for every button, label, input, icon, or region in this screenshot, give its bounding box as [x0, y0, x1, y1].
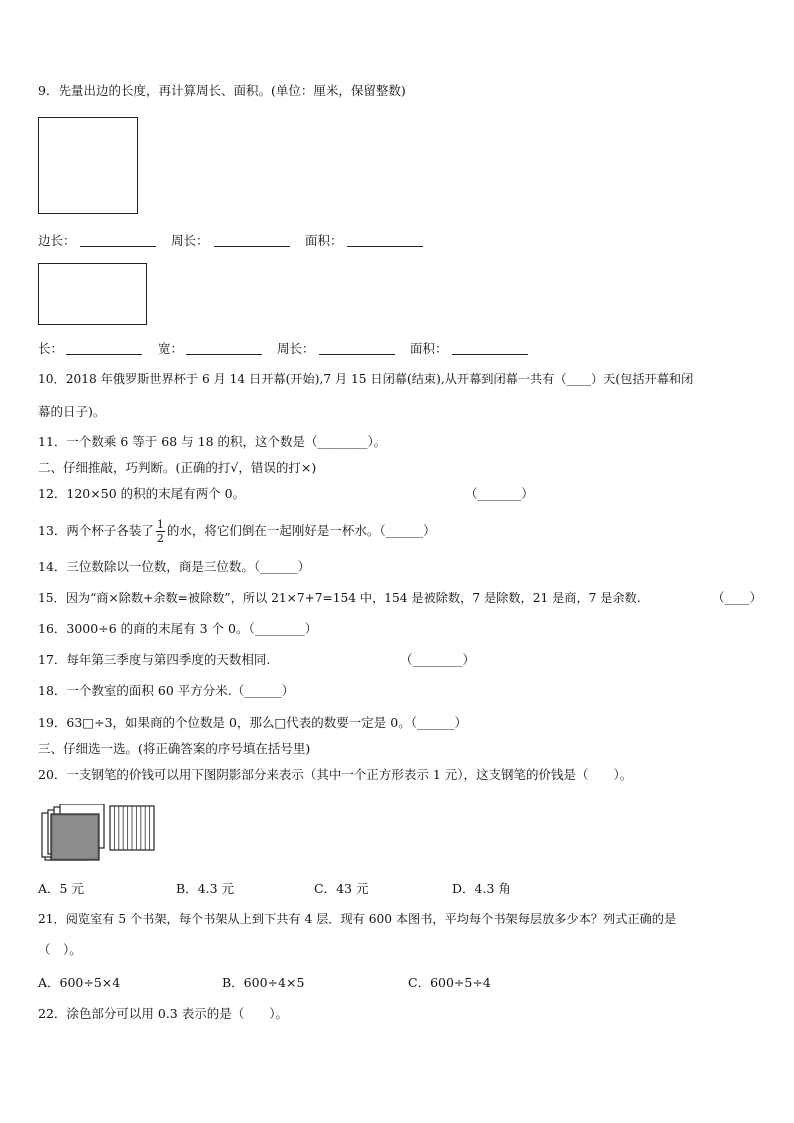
q13-line [38, 514, 436, 548]
q13-before: 13．两个杯子各装了 [38, 523, 154, 538]
shaded-squares-figure [40, 804, 162, 864]
q20-text: 20．一支钢笔的价钱可以用下图阴影部分来表示（其中一个正方形表示 1 元），这支钢笔的价钱是（ ）。 [38, 767, 633, 782]
q9-text: 9．先量出边的长度，再计算周长、面积。(单位：厘米，保留整数) [38, 83, 406, 98]
q10-line2: 幕的日子)。 [38, 404, 106, 419]
fraction-denominator: 2 [156, 532, 164, 545]
q15-answer-blank[interactable]: （____） [712, 590, 763, 605]
q9-width-label: 宽： [158, 341, 184, 356]
q9-perimeter-label: 周长： [171, 233, 209, 248]
q10-line1: 10．2018 年俄罗斯世界杯于 6 月 14 日开幕(开始),7 月 15 日闭幕(结束),从开幕到闭幕一共有（____）天(包括开幕和闭 [38, 372, 694, 386]
q9-width-blank[interactable] [186, 340, 262, 355]
q17-answer-blank[interactable]: （________） [400, 652, 476, 667]
q9-length-blank[interactable] [66, 340, 142, 355]
q14-text: 14．三位数除以一位数，商是三位数。（______） [38, 559, 311, 574]
q21-option-b[interactable]: B．600÷4×5 [222, 975, 305, 990]
q9-rect-area-label: 面积： [410, 341, 448, 356]
q9-perimeter-blank[interactable] [214, 232, 290, 247]
fraction-one-half [156, 518, 165, 545]
q11-text: 11．一个数乘 6 等于 68 与 18 的积，这个数是（________）。 [38, 434, 387, 449]
q9-area-label: 面积： [305, 233, 343, 248]
q20-option-d[interactable]: D．4.3 角 [452, 881, 511, 896]
q21-option-a[interactable]: A．600÷5×4 [38, 975, 121, 990]
q17-text: 17．每年第三季度与第四季度的天数相同. [38, 652, 271, 667]
striped-partial-square [110, 806, 154, 850]
q9-side-blank[interactable] [80, 232, 156, 247]
q20-option-a[interactable]: A．5 元 [38, 881, 84, 896]
fraction-numerator: 1 [156, 518, 164, 531]
q20-option-b[interactable]: B．4.3 元 [176, 881, 235, 896]
q12-answer-blank[interactable]: （_______） [465, 486, 534, 501]
q21-option-c[interactable]: C．600÷5÷4 [408, 975, 491, 990]
q15-text: 15．因为“商×除数+余数=被除数”，所以 21×7+7=154 中，154 是被除数，7 是除数，21 是商，7 是余数. [38, 591, 641, 605]
q9-rect-perimeter-blank[interactable] [319, 340, 395, 355]
q9-length-label: 长： [38, 341, 64, 356]
q18-text: 18．一个教室的面积 60 平方分米.（______） [38, 683, 295, 698]
q13-after: 的水，将它们倒在一起刚好是一杯水。（______） [166, 523, 436, 538]
q21-line2: （ ）。 [38, 942, 82, 957]
rectangle-figure [38, 263, 147, 325]
square-figure [38, 117, 138, 214]
q9-rect-area-blank[interactable] [452, 340, 528, 355]
q9-side-label: 边长： [38, 233, 76, 248]
q12-text: 12．120×50 的积的末尾有两个 0。 [38, 486, 246, 501]
section3-title: 三、仔细选一选。(将正确答案的序号填在括号里) [38, 741, 311, 756]
q22-text: 22．涂色部分可以用 0.3 表示的是（ ）。 [38, 1006, 288, 1021]
q19-text: 19．63□÷3，如果商的个位数是 0，那么□代表的数要一定是 0。（______） [38, 715, 467, 730]
q16-text: 16．3000÷6 的商的末尾有 3 个 0。（________） [38, 621, 318, 636]
section2-title: 二、仔细推敲，巧判断。(正确的打√，错误的打×) [38, 460, 317, 475]
q20-option-c[interactable]: C．43 元 [314, 881, 369, 896]
q9-area-blank[interactable] [347, 232, 423, 247]
stacked-full-squares [42, 804, 104, 860]
q21-line1: 21．阅览室有 5 个书架，每个书架从上到下共有 4 层．现有 600 本图书，平均每个书架每层放多少本？列式正确的是 [38, 912, 677, 926]
q9-rect-perimeter-label: 周长： [277, 341, 315, 356]
